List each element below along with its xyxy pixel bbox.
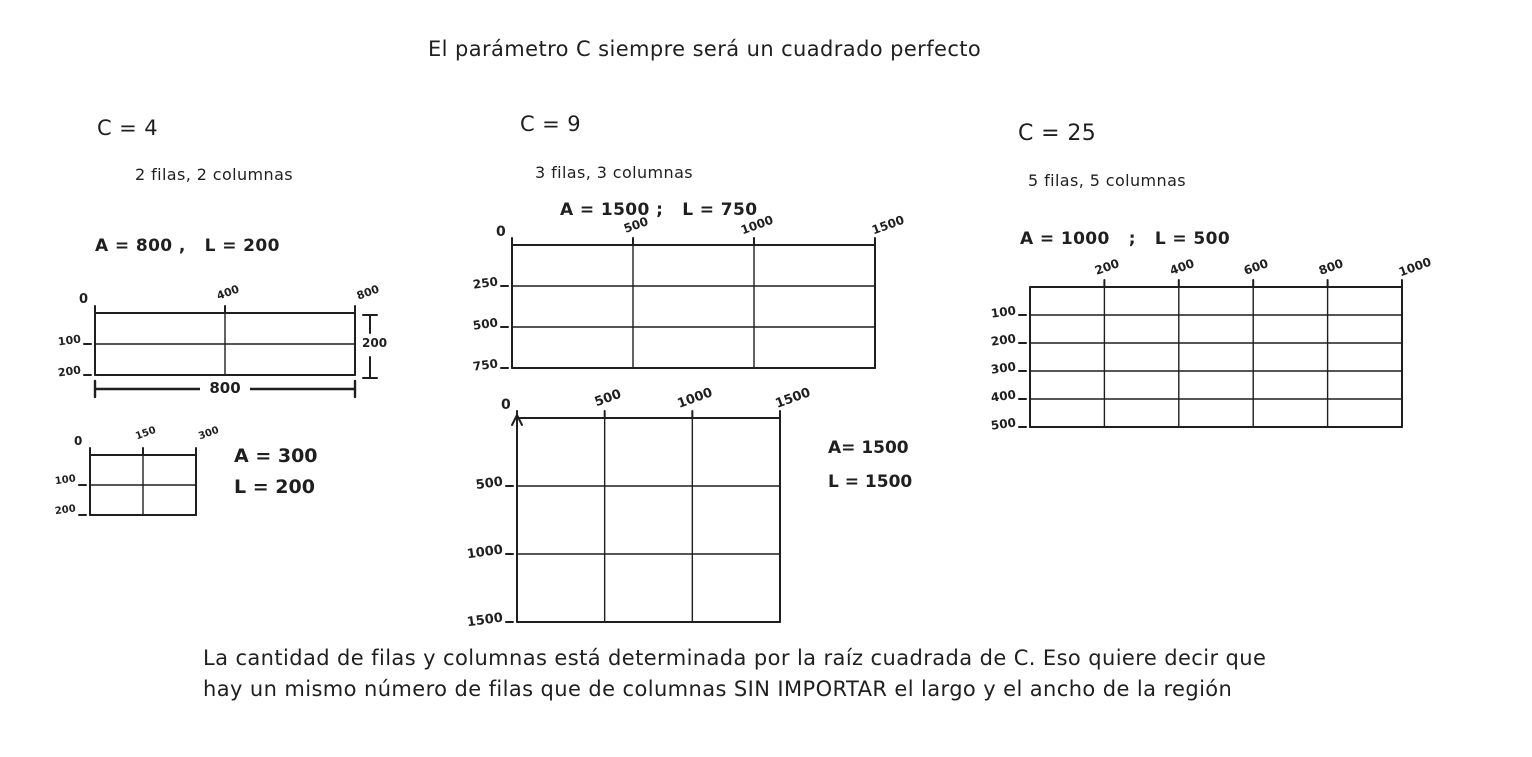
section-c9-heading: C = 9	[520, 112, 581, 136]
y-tick-label: 750	[472, 356, 499, 374]
page-title: El parámetro C siempre será un cuadrado perfecto	[428, 37, 982, 61]
section-c9-subheading: 3 filas, 3 columnas	[535, 163, 694, 182]
x-tick-label: 1500	[869, 212, 907, 238]
x-tick-label: 300	[197, 424, 221, 443]
y-tick-label: 200	[54, 503, 77, 518]
y-tick-label: 400	[990, 387, 1017, 405]
y-tick-label: 250	[472, 274, 499, 292]
section-c4-formula: A = 800 , L = 200	[95, 236, 280, 256]
x-tick-label: 400	[214, 282, 242, 303]
side-label: A= 1500	[828, 438, 909, 458]
side-label: L = 200	[234, 476, 315, 498]
x-tick-label: 800	[1316, 256, 1345, 278]
section-c25-formula: A = 1000 ; L = 500	[1020, 229, 1231, 249]
y-tick-label: 100	[54, 473, 77, 488]
x-tick-label: 500	[592, 386, 623, 411]
bracket-label: 200	[362, 336, 388, 350]
y-tick-label: 500	[472, 315, 499, 333]
x-tick-label: 1500	[773, 385, 813, 412]
x-tick-label: 0	[496, 224, 506, 240]
x-tick-label: 0	[79, 292, 89, 307]
x-tick-label: 500	[621, 214, 651, 236]
y-tick-label: 1000	[465, 542, 504, 563]
footer-line-1: La cantidad de filas y columnas está determinada por la raíz cuadrada de C. Eso quiere decir que	[203, 646, 1267, 670]
section-c4-subheading: 2 filas, 2 columnas	[135, 165, 294, 184]
side-label: L = 1500	[828, 472, 913, 492]
x-tick-label: 150	[134, 424, 158, 443]
y-tick-label: 500	[474, 474, 504, 494]
y-tick-label: 300	[990, 359, 1017, 377]
x-tick-label: 200	[1093, 256, 1122, 278]
section-c9-formula: A = 1500 ; L = 750	[560, 200, 758, 220]
y-tick-label: 1500	[465, 610, 504, 631]
x-tick-label: 400	[1167, 256, 1196, 278]
y-tick-label: 100	[990, 303, 1017, 321]
x-tick-label: 1000	[738, 212, 776, 238]
y-tick-label: 100	[57, 332, 82, 349]
x-tick-label: 0	[74, 434, 83, 448]
y-tick-label: 500	[990, 415, 1017, 433]
footer-line-2: hay un mismo número de filas que de columnas SIN IMPORTAR el largo y el ancho de la región	[203, 677, 1233, 701]
bracket-label: 800	[200, 381, 250, 396]
y-tick-label: 200	[990, 331, 1017, 349]
x-tick-label: 0	[501, 397, 511, 413]
x-tick-label: 800	[354, 282, 382, 303]
section-c25-subheading: 5 filas, 5 columnas	[1028, 171, 1187, 190]
section-c25-heading: C = 25	[1018, 121, 1097, 146]
section-c4-heading: C = 4	[97, 116, 158, 140]
x-tick-label: 600	[1242, 256, 1271, 278]
x-tick-label: 1000	[675, 385, 715, 412]
side-label: A = 300	[234, 445, 318, 467]
x-tick-label: 1000	[1396, 254, 1434, 280]
y-tick-label: 200	[57, 363, 82, 380]
